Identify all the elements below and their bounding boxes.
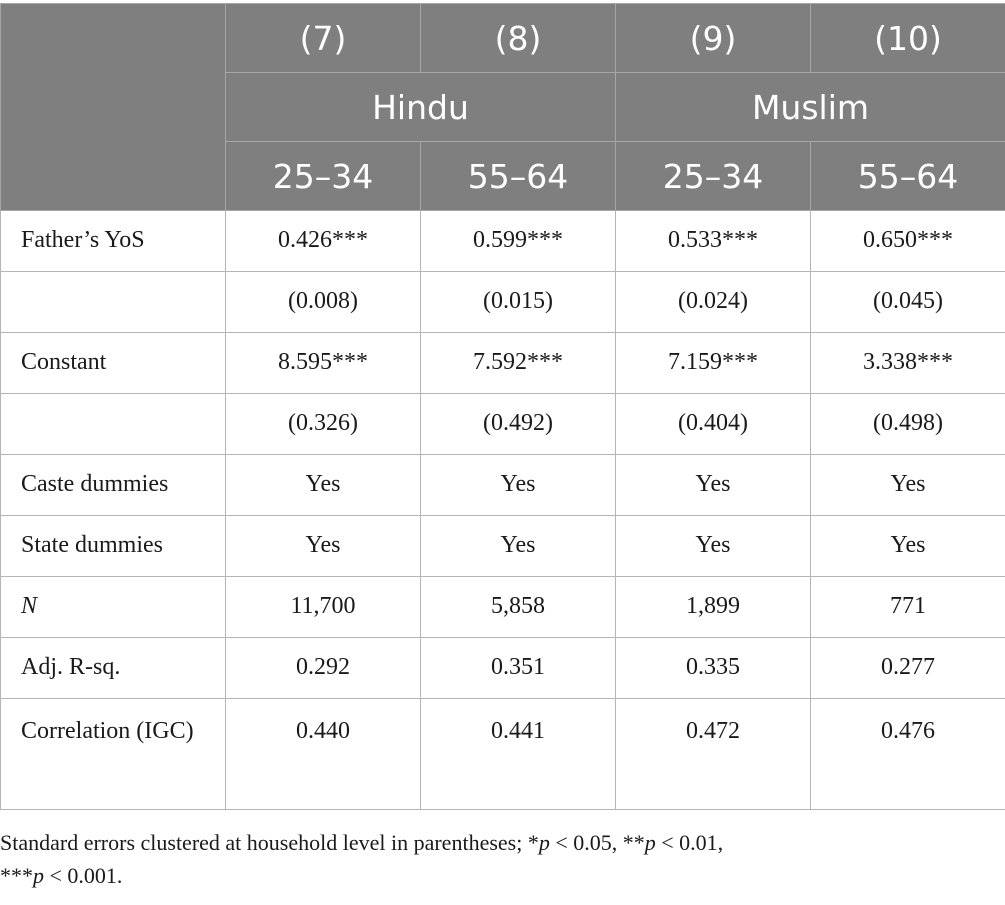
header-group-hindu: Hindu [226,73,616,142]
table-cell: 0.441 [421,699,616,810]
table-cell: 0.472 [616,699,811,810]
table-cell: 0.426*** [226,211,421,272]
header-age: 55–64 [421,142,616,211]
table-cell: Yes [421,516,616,577]
table-cell: 0.335 [616,638,811,699]
footnote-text: *** [0,863,33,888]
table-cell: (0.045) [811,272,1005,333]
table-cell: 0.292 [226,638,421,699]
table-footnote [0,826,1000,892]
table-cell: (0.024) [616,272,811,333]
table-cell: Yes [421,455,616,516]
table-cell: 0.277 [811,638,1005,699]
table-row [1,394,1005,455]
table-row [1,272,1005,333]
row-label: State dummies [1,516,226,577]
table-cell: (0.492) [421,394,616,455]
header-age: 25–34 [616,142,811,211]
table-cell: 0.599*** [421,211,616,272]
table-cell: 8.595*** [226,333,421,394]
footnote-p: p [538,830,550,855]
row-label: Father’s YoS [1,211,226,272]
table-cell: 1,899 [616,577,811,638]
header-model: (7) [226,4,421,73]
footnote-text: < 0.01, [655,830,724,855]
table-cell: Yes [226,455,421,516]
footnote-p: p [644,830,656,855]
table-cell: (0.404) [616,394,811,455]
table-cell: 11,700 [226,577,421,638]
table-cell: (0.015) [421,272,616,333]
table-row [1,516,1005,577]
table-cell: 7.159*** [616,333,811,394]
footnote-text: < 0.001. [44,863,123,888]
table-cell: (0.008) [226,272,421,333]
row-label: N [1,577,226,638]
row-label: Correlation (IGC) [1,699,226,810]
header-age: 55–64 [811,142,1005,211]
row-label [1,394,226,455]
row-label: Adj. R-sq. [1,638,226,699]
table-cell: (0.326) [226,394,421,455]
header-row-models [1,4,1005,73]
header-group-muslim: Muslim [616,73,1005,142]
table-row [1,455,1005,516]
header-model: (10) [811,4,1005,73]
table-cell: 3.338*** [811,333,1005,394]
header-age: 25–34 [226,142,421,211]
table-cell: 0.351 [421,638,616,699]
table-cell: 7.592*** [421,333,616,394]
table-cell: 771 [811,577,1005,638]
regression-table [0,3,1005,810]
table-row [1,577,1005,638]
table-cell: 0.650*** [811,211,1005,272]
header-model: (8) [421,4,616,73]
row-label [1,272,226,333]
table-cell: Yes [226,516,421,577]
row-label: Caste dummies [1,455,226,516]
table-cell: Yes [616,516,811,577]
header-corner [1,4,226,211]
footnote-p: p [33,863,44,888]
table-row [1,333,1005,394]
row-label: Constant [1,333,226,394]
table-cell: Yes [811,455,1005,516]
table-row [1,699,1005,810]
table-cell: Yes [616,455,811,516]
header-model: (9) [616,4,811,73]
footnote-text: < 0.05, ** [549,830,645,855]
table-cell: Yes [811,516,1005,577]
table-row [1,211,1005,272]
table-row [1,638,1005,699]
table-cell: 0.440 [226,699,421,810]
table-cell: 5,858 [421,577,616,638]
table-cell: 0.476 [811,699,1005,810]
footnote-text: Standard errors clustered at household level in parentheses; * [0,830,539,855]
table-cell: 0.533*** [616,211,811,272]
table-cell: (0.498) [811,394,1005,455]
